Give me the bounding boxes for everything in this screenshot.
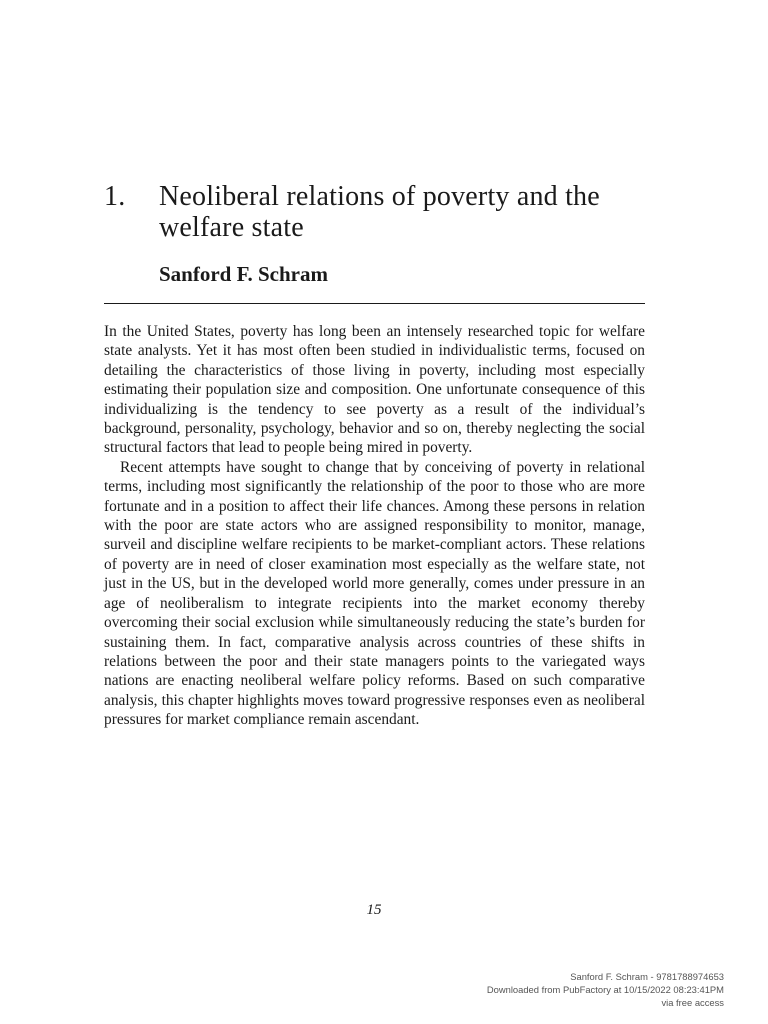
chapter-heading xyxy=(104,181,664,243)
download-footer xyxy=(487,970,724,1010)
footer-line-download-info: Downloaded from PubFactory at 10/15/2022 08:23:41PM xyxy=(486,984,724,996)
heading-divider xyxy=(104,303,645,304)
page-number: 15 xyxy=(366,902,382,918)
chapter-body xyxy=(104,322,645,730)
footer-line-access: via free access xyxy=(661,997,724,1009)
chapter-author: Sanford F. Schram xyxy=(159,262,328,286)
chapter-number: 1. xyxy=(104,181,126,212)
footer-line-author-isbn: Sanford F. Schram - 9781788974653 xyxy=(570,971,724,982)
chapter-title: Neoliberal relations of poverty and the welfare state xyxy=(159,181,600,243)
body-paragraph-1: In the United States, poverty has long been an intensely researched topic for welfare state analysts. Yet it has most often been studied in individualistic terms, focused on detailing the characteristics of those living in poverty, including most especially estimating their population size and composition. One unfortunate consequence of this individualizing is the tendency to see poverty as a result of the individual’s background, personality, psychology, behavior and so on, thereby neglecting the social structural factors that lead to people being mired in poverty. xyxy=(104,323,645,457)
body-paragraph-2: Recent attempts have sought to change that by conceiving of poverty in relational terms, including most significantly the relationship of the poor to those who are more fortunate and in a position to affect their life chances. Among these persons in relation with the poor are state actors who are assigned responsibility to monitor, manage, surveil and discipline welfare recipients to be market-compliant actors. These relations of poverty are in need of closer examination most especially as the welfare state, not just in the US, but in the developed world more generally, comes under pressure in an age of neoliberalism to integrate recipients into the market economy thereby overcoming their social exclusion while simultaneously reducing the state’s burden for sustaining them. In fact, comparative analysis across countries of these shifts in relations between the poor and their state managers points to the variegated ways nations are enacting neoliberal welfare policy reforms. Based on such comparative analysis, this chapter highlights moves toward progressive responses even as neoliberal pressures for market compliance remain ascendant. xyxy=(104,458,645,729)
